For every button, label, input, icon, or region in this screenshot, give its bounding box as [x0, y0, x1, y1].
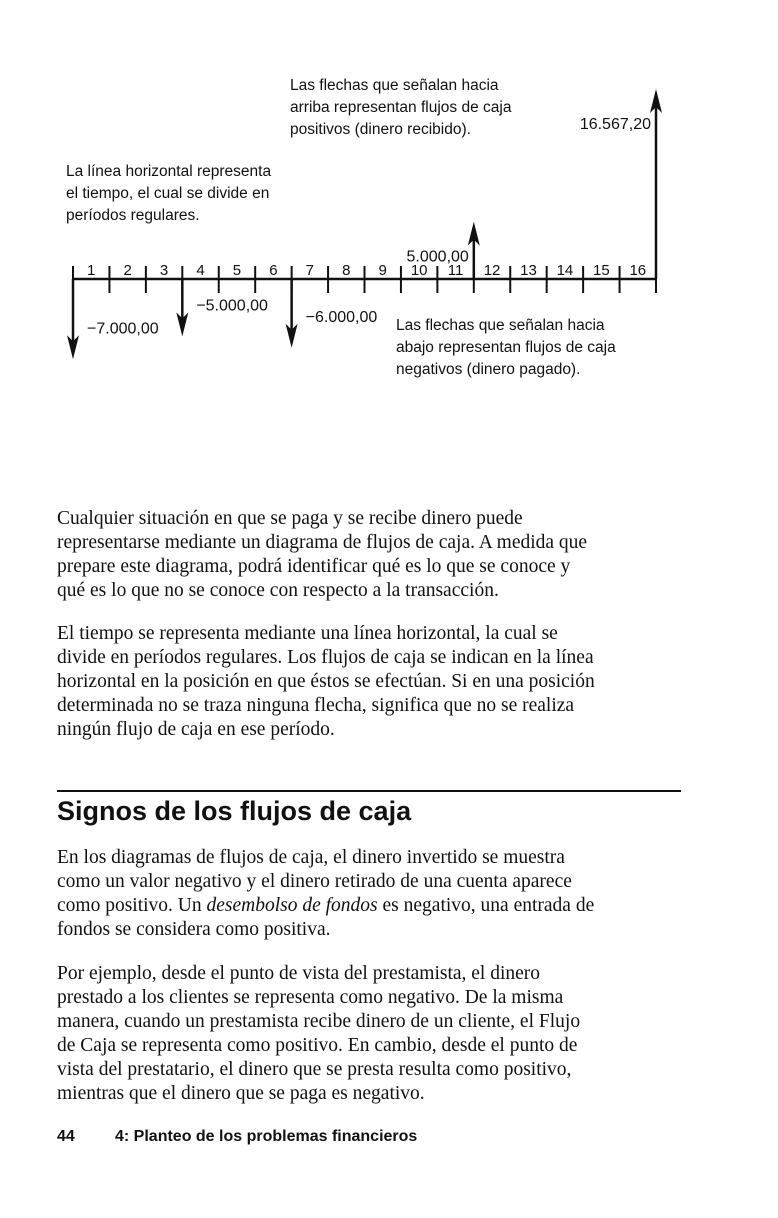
period-label: 6 — [269, 262, 278, 279]
paragraph-line: qué es lo que no se conoce con respecto a la transacción. — [57, 580, 499, 601]
period-label: 3 — [159, 262, 169, 279]
note-down-line: abajo representan flujos de caja — [396, 339, 616, 356]
period-label: 9 — [378, 262, 387, 279]
paragraph-signs — [57, 846, 682, 942]
period-label: 13 — [520, 262, 537, 279]
period-label: 1 — [87, 262, 96, 279]
period-label: 10 — [410, 262, 428, 279]
outflow-arrow — [286, 279, 298, 348]
paragraph-time — [57, 622, 682, 742]
note-up-line: positivos (dinero recibido). — [290, 121, 471, 138]
paragraph-line: horizontal en la posición en que éstos se efectúan. Si en una posición — [57, 671, 595, 692]
flow-value-label: −6.000,00 — [305, 308, 378, 326]
note-up-line: Las flechas que señalan hacia — [290, 77, 499, 94]
paragraph-line: es negativo, una entrada de — [377, 895, 595, 916]
flow-value-label: −7.000,00 — [87, 320, 159, 338]
outflow-arrow — [67, 279, 79, 359]
outflow-arrow — [176, 279, 188, 336]
period-label: 8 — [342, 262, 351, 279]
paragraph-line: El tiempo se representa mediante una línea horizontal, la cual se — [57, 623, 558, 644]
inflow-arrow — [650, 89, 662, 279]
period-label: 12 — [483, 262, 501, 279]
page-footer — [57, 1128, 417, 1146]
page-number: 44 — [57, 1128, 75, 1145]
paragraph-line: de Caja se representa como positivo. En cambio, desde el punto de — [57, 1035, 578, 1056]
note-down-line: Las flechas que señalan hacia — [396, 317, 605, 334]
note-up-line: arriba representan flujos de caja — [290, 99, 512, 116]
period-label: 7 — [305, 262, 315, 279]
cash-flow-diagram — [0, 0, 778, 500]
paragraph-line: vista del prestatario, el dinero que se presta resulta como positivo, — [57, 1059, 572, 1080]
paragraph-line: ningún flujo de caja en ese período. — [57, 719, 335, 740]
note-up — [290, 77, 516, 138]
flow-value-label: −5.000,00 — [196, 297, 268, 315]
section-rule — [57, 790, 681, 792]
period-label: 2 — [123, 262, 132, 279]
note-horizontal-line: períodos regulares. — [66, 207, 200, 224]
note-down — [396, 317, 620, 378]
paragraph-line: representarse mediante un diagrama de flujos de caja. A medida que — [57, 532, 588, 553]
period-label: 4 — [196, 262, 205, 279]
paragraph-line: como un valor negativo y el dinero retirado de una cuenta aparece — [57, 871, 572, 892]
paragraph-line: manera, cuando un prestamista recibe dinero de un cliente, el Flujo — [57, 1011, 581, 1032]
period-label: 14 — [556, 262, 574, 279]
flow-value-label: 5.000,00 — [406, 248, 469, 266]
note-horizontal-line: el tiempo, el cual se divide en — [66, 185, 270, 202]
paragraph-line: determinada no se traza ninguna flecha, significa que no se realiza — [57, 695, 575, 716]
paragraph-example — [57, 962, 682, 1106]
paragraph-intro — [57, 507, 682, 603]
paragraph-line: divide en períodos regulares. Los flujos de caja se indican en la línea — [57, 647, 594, 668]
note-horizontal-line: La línea horizontal representa — [66, 163, 272, 180]
paragraph-line: Cualquier situación en que se paga y se recibe dinero puede — [57, 508, 523, 529]
paragraph-line: Por ejemplo, desde el punto de vista del prestamista, el dinero — [57, 963, 541, 984]
paragraph-line: fondos se considera como positiva. — [57, 919, 331, 940]
period-label: 11 — [447, 262, 464, 279]
period-label: 5 — [232, 262, 242, 279]
italic-term: desembolso de fondos — [206, 895, 378, 916]
paragraph-line: prepare este diagrama, podrá identificar qué es lo que se conoce y — [57, 556, 571, 577]
paragraph-line: En los diagramas de flujos de caja, el dinero invertido se muestra — [57, 847, 565, 868]
paragraph-line: prestado a los clientes se representa como negativo. De la misma — [57, 987, 564, 1008]
section-heading: Signos de los flujos de caja — [57, 796, 412, 826]
note-horizontal — [66, 163, 275, 224]
flow-value-label: 16.567,20 — [579, 116, 651, 133]
paragraph-line: como positivo. Un — [57, 895, 207, 916]
period-label: 16 — [629, 262, 647, 279]
period-label: 15 — [593, 262, 610, 279]
inflow-arrow — [468, 222, 480, 279]
chapter-title: 4: Planteo de los problemas financieros — [115, 1128, 418, 1145]
note-down-line: negativos (dinero pagado). — [396, 361, 581, 378]
paragraph-line: mientras que el dinero que se paga es negativo. — [57, 1083, 425, 1104]
